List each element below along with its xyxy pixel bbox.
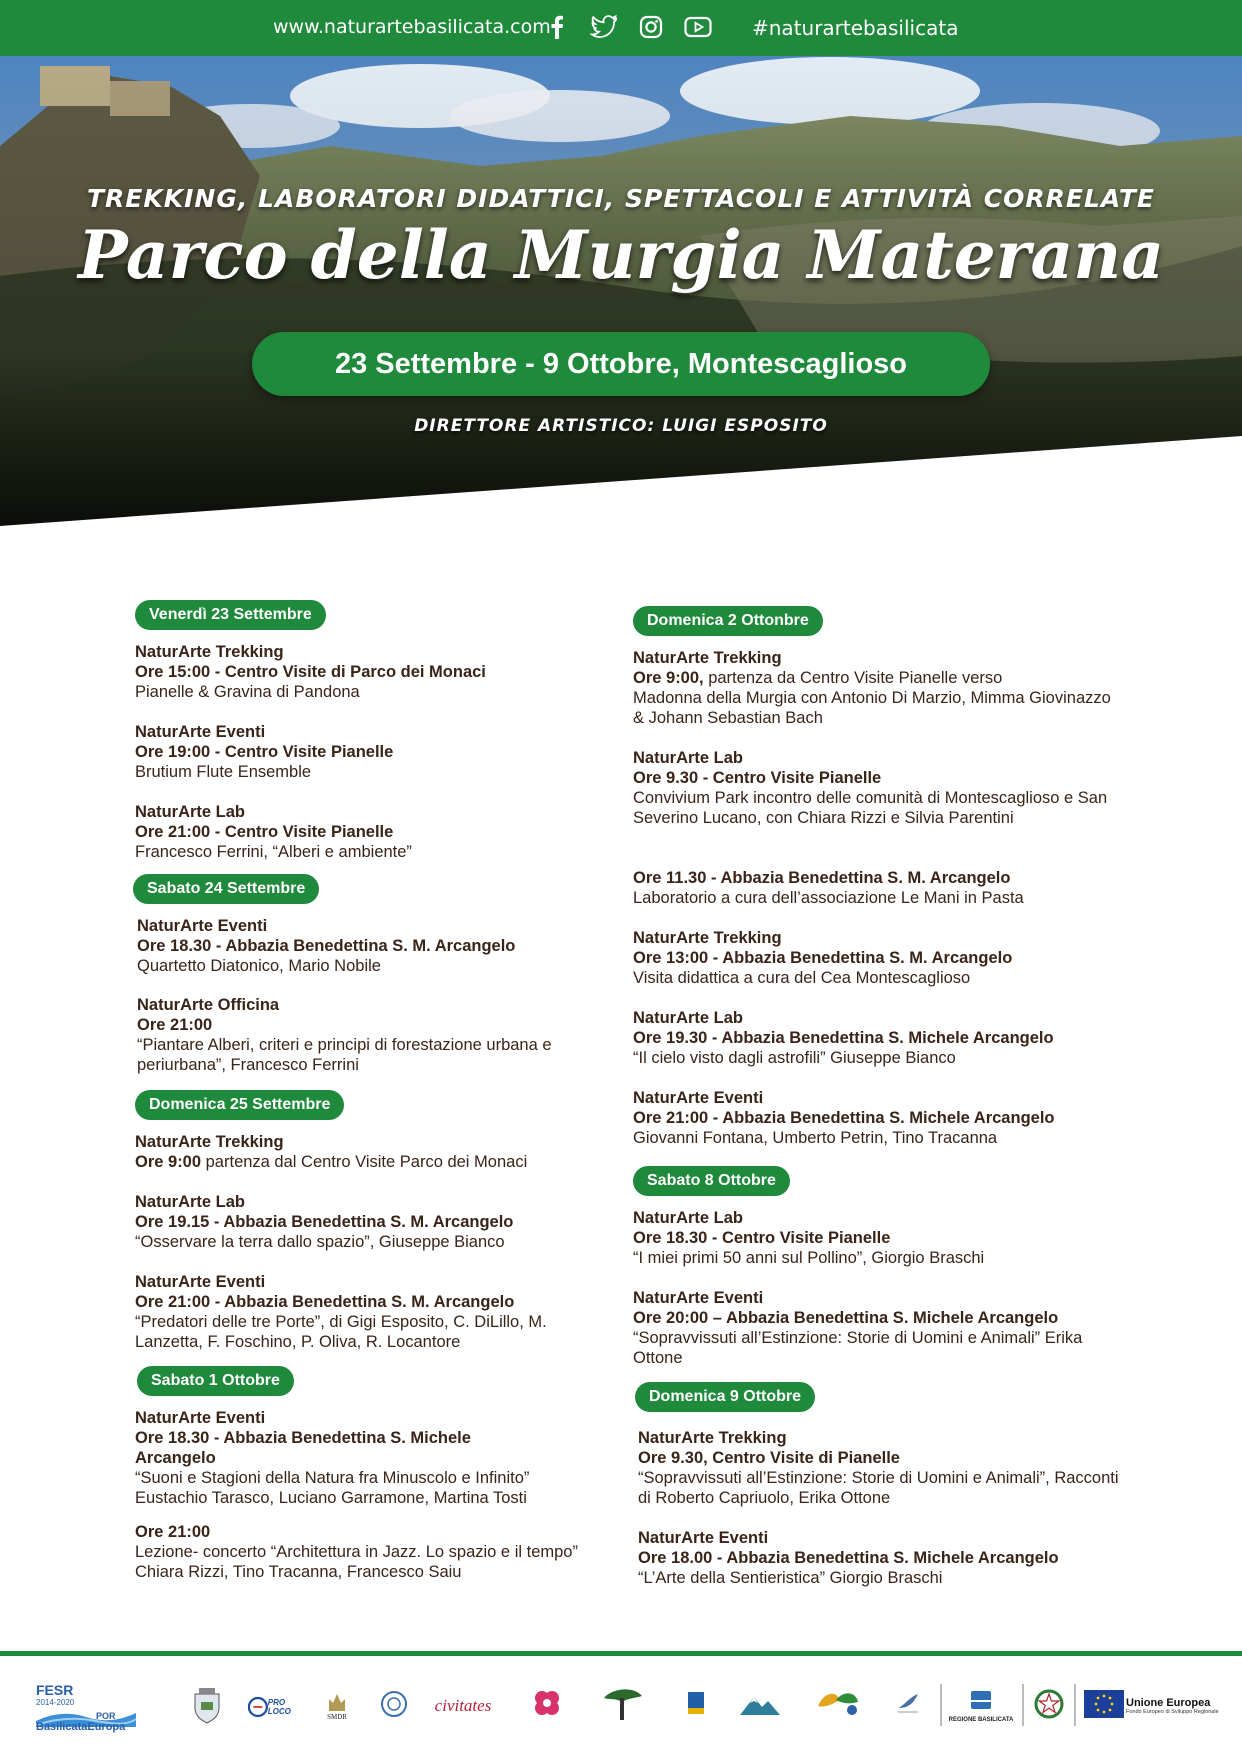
event-time: Ore 19:00 - Centro Visite Pianelle [135,743,394,761]
top-bar [0,0,1242,56]
blue-logo-icon [686,1690,706,1718]
event-item [633,1288,1123,1368]
event-time: Ore 21:00 - Abbazia Benedettina S. Michele Arcangelo [633,1109,1055,1127]
logo-divider [1074,1684,1076,1726]
event-category: NaturArte Trekking [135,1133,284,1151]
flower-logo-icon [530,1684,564,1722]
event-time: Ore 11.30 - Abbazia Benedettina S. M. Arcangelo [633,869,1011,887]
event-time: Ore 21:00 [135,1523,211,1541]
municipal-crest-icon [193,1688,221,1724]
event-description: “Suoni e Stagioni della Natura fra Minuscolo e Infinito” Eustachio Tarasco, Luciano Garramone, Martina Tosti [135,1469,530,1507]
hashtag: #naturartebasilicata [752,16,959,40]
eu-flag-icon [1084,1690,1124,1718]
social-icons [543,13,712,41]
event-description: Laboratorio a cura dell’associazione Le Mani in Pasta [633,889,1024,907]
logo-divider [940,1684,942,1726]
event-time: Ore 9.30, Centro Visite di Pianelle [638,1449,900,1467]
day-badge: Sabato 24 Settembre [133,874,319,904]
event-category: NaturArte Lab [633,749,744,767]
bird-logo-icon [896,1688,920,1718]
page-title: Parco della Murgia Materana [78,216,1164,294]
event-description: “Predatori delle tre Porte”, di Gigi Esposito, C. DiLillo, M. Lanzetta, F. Foschino, P. Oliva, R. Locantore [135,1313,547,1351]
day-badge: Sabato 1 Ottobre [137,1366,294,1396]
facebook-icon[interactable] [543,13,571,41]
event-time: Ore 21:00 - Centro Visite Pianelle [135,823,394,841]
event-description: Madonna della Murgia con Antonio Di Marzio, Mimma Giovinazzo & Johann Sebastian Bach [633,689,1111,727]
event-category: NaturArte Trekking [135,643,284,661]
event-time: Ore 9:00 [135,1153,202,1171]
event-time-detail: partenza da Centro Visite Pianelle verso [703,669,1003,687]
day-badge: Venerdì 23 Settembre [135,600,326,630]
event-time-detail: partenza dal Centro Visite Parco dei Monaci [201,1153,528,1171]
event-item [633,1088,1123,1148]
eu-label: Unione Europea Fondo Europeo di Sviluppo Regionale [1126,1697,1219,1715]
youtube-icon[interactable] [684,13,712,41]
event-item [633,1008,1123,1068]
event-category: NaturArte Lab [135,803,246,821]
smdr-logo: SMDR [324,1686,350,1726]
event-item [633,868,1113,908]
footer-divider [0,1651,1242,1656]
event-item [135,802,605,862]
mountain-logo-icon [740,1688,780,1720]
event-item [135,1192,605,1252]
event-time: Ore 9.30 - Centro Visite Pianelle [633,769,882,787]
event-description: Lezione- concerto “Architettura in Jazz. Lo spazio e il tempo” Chiara Rizzi, Tino Tracanna, Francesco Saiu [135,1543,578,1581]
event-time: Ore 18.30 - Abbazia Benedettina S. M. Arcangelo [137,937,516,955]
hero-subtitle: TREKKING, LABORATORI DIDATTICI, SPETTACOLI E ATTIVITÀ CORRELATE [86,184,1155,213]
event-time: Ore 9:00, [633,669,704,687]
event-description: Brutium Flute Ensemble [135,763,312,781]
pro-loco-logo: PRO LOCO [248,1692,306,1722]
event-item [638,1528,1128,1588]
leaves-logo-icon [814,1686,864,1720]
event-category: NaturArte Eventi [135,1273,266,1291]
logo-divider [1022,1684,1024,1726]
event-item [135,1522,590,1582]
event-time: Ore 18.30 - Centro Visite Pianelle [633,1229,891,1247]
event-description: “Piantare Alberi, criteri e principi di forestazione urbana e periurbana”, Francesco Ferrini [137,1036,552,1074]
event-category: NaturArte Lab [633,1009,744,1027]
italy-emblem-icon [1032,1686,1066,1722]
crown-icon [328,1691,346,1713]
event-description: Giovanni Fontana, Umberto Petrin, Tino Tracanna [633,1129,998,1147]
event-description: Pianelle & Gravina di Pandona [135,683,360,701]
instagram-icon[interactable] [637,13,665,41]
event-item [137,995,557,1075]
event-item [638,1428,1128,1508]
event-description: Visita didattica a cura del Cea Montescaglioso [633,969,971,987]
event-category: NaturArte Eventi [633,1289,764,1307]
day-badge: Domenica 25 Settembre [135,1090,344,1120]
day-badge: Domenica 9 Ottobre [635,1382,815,1412]
twitter-icon[interactable] [590,13,618,41]
pro-loco-icon [248,1696,268,1718]
event-category: NaturArte Trekking [633,929,782,947]
event-category: NaturArte Eventi [135,1409,266,1427]
event-time: Ore 15:00 - Centro Visite di Parco dei Monaci [135,663,486,681]
event-description: “Sopravvissuti all’Estinzione: Storie di Uomini e Animali”, Racconti di Roberto Capriuolo, Erika Ottone [638,1469,1119,1507]
hero-banner [0,56,1242,586]
landscape-photo [0,56,1242,586]
event-category: NaturArte Eventi [638,1529,769,1547]
civitates-logo: civitates [434,1696,492,1715]
day-badge: Domenica 2 Ottonbre [633,606,823,636]
event-description: Quartetto Diatonico, Mario Nobile [137,957,381,975]
event-description: “L’Arte della Sentieristica” Giorgio Braschi [638,1569,943,1587]
event-item [135,1408,605,1508]
dates-badge: 23 Settembre - 9 Ottobre, Montescaglioso [252,332,990,396]
event-category: NaturArte Trekking [633,649,782,667]
event-category: NaturArte Eventi [137,917,268,935]
event-time: Ore 18.00 - Abbazia Benedettina S. Michele Arcangelo [638,1549,1059,1567]
tree-logo-icon [600,1684,646,1724]
event-item [137,916,607,976]
event-item [633,1208,1123,1268]
event-category: NaturArte Lab [135,1193,246,1211]
event-item [633,748,1113,828]
event-description: Convivium Park incontro delle comunità di Montescaglioso e San Severino Lucano, con Chiara Rizzi e Silvia Parentini [633,789,1108,827]
event-time: Ore 19.15 - Abbazia Benedettina S. M. Arcangelo [135,1213,514,1231]
sponsor-logos [0,1660,1242,1755]
event-time: Ore 13:00 - Abbazia Benedettina S. M. Arcangelo [633,949,1013,967]
event-item [633,648,1113,728]
event-item [135,722,605,782]
event-category: NaturArte Trekking [638,1429,787,1447]
event-category: NaturArte Lab [633,1209,744,1227]
event-time: Ore 21:00 - Abbazia Benedettina S. M. Arcangelo [135,1293,515,1311]
event-description: “Osservare la terra dallo spazio”, Giuseppe Bianco [135,1233,505,1251]
fesr-logo: FESR 2014-2020 POR BasilicataEuropa [36,1674,136,1740]
regione-basilicata-logo: REGIONE BASILICATA [948,1682,1014,1730]
event-time: Ore 21:00 [137,1016,213,1034]
event-category: NaturArte Officina [137,996,280,1014]
event-item [135,1272,575,1352]
region-crest-icon [969,1689,993,1711]
event-description: Francesco Ferrini, “Alberi e ambiente” [135,843,412,861]
event-description: “Sopravvissuti all’Estinzione: Storie di Uomini e Animali” Erika Ottone [633,1329,1083,1367]
website-link[interactable]: www.naturartebasilicata.com [273,16,551,38]
seal-icon [380,1690,408,1718]
event-category: NaturArte Eventi [135,723,266,741]
event-description: “I miei primi 50 anni sul Pollino”, Giorgio Braschi [633,1249,985,1267]
event-category: NaturArte Eventi [633,1089,764,1107]
event-item [633,928,1113,988]
day-badge: Sabato 8 Ottobre [633,1166,790,1196]
event-time: Ore 20:00 – Abbazia Benedettina S. Michele Arcangelo [633,1309,1059,1327]
event-item [135,642,605,702]
event-time: Ore 18.30 - Abbazia Benedettina S. Michele Arcangelo [135,1429,471,1467]
event-item [135,1132,615,1172]
artistic-director: DIRETTORE ARTISTICO: LUIGI ESPOSITO [414,416,828,436]
event-description: “Il cielo visto dagli astrofili” Giuseppe Bianco [633,1049,956,1067]
event-time: Ore 19.30 - Abbazia Benedettina S. Michele Arcangelo [633,1029,1054,1047]
